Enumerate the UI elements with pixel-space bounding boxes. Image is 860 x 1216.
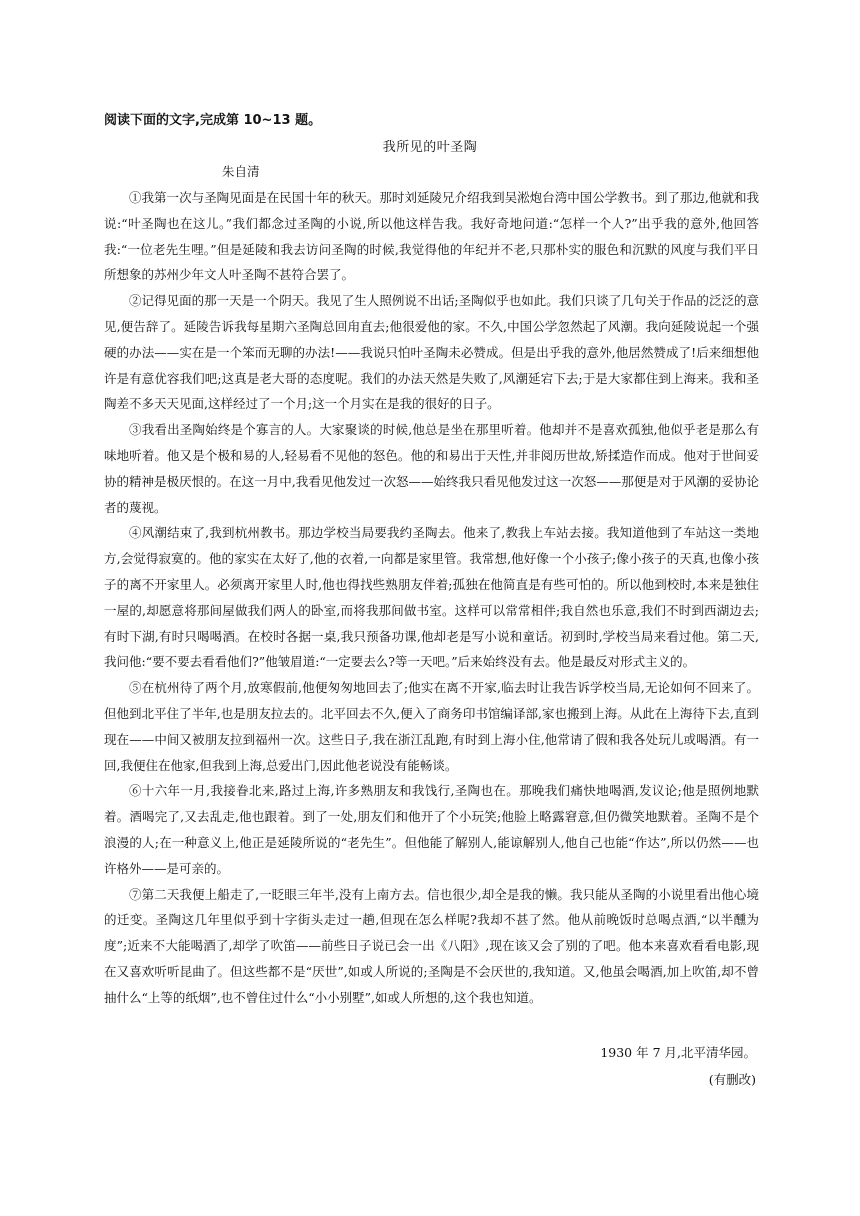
paragraph-1: ①我第一次与圣陶见面是在民国十年的秋天。那时刘延陵兄介绍我到吴淞炮台湾中国公学教书。到了那边,他就和我说:“叶圣陶也在这儿。”我们都念过圣陶的小说,所以他这样告我。我好奇地问道:“怎样一个人?”出乎我的意外,他回答我:“一位老先生哩。”但是延陵和我去访问圣陶的时候,我觉得他的年纪并不老,只那朴实的服色和沉默的风度与我们平日所想象的苏州少年文人叶圣陶不甚符合罢了。 — [104, 190, 759, 283]
article-body — [104, 185, 759, 1011]
paragraph-7: ⑦第二天我便上船走了,一眨眼三年半,没有上南方去。信也很少,却全是我的懒。我只能从圣陶的小说里看出他心境的迁变。圣陶这几年里似乎到十字街头走过一趟,但现在怎么样呢?我却不甚了然。他从前晚饭时总喝点酒,“以半醺为度”;近来不大能喝酒了,却学了吹笛——前些日子说已会一出《八阳》,现在该又会了别的了吧。他本来喜欢看看电影,现在又喜欢听听昆曲了。但这些都不是“厌世”,如或人所说的;圣陶是不会厌世的,我知道。又,他虽会喝酒,加上吹笛,却不曾抽什么“上等的纸烟”,也不曾住过什么“小小别墅”,如或人所想的,这个我也知道。 — [104, 886, 759, 1005]
article-title: 我所见的叶圣陶 — [382, 140, 478, 155]
article-dateline: 1930 年 7 月,北平清华园。 — [600, 1045, 756, 1060]
paragraph-6: ⑥十六年一月,我接眷北来,路过上海,许多熟朋友和我饯行,圣陶也在。那晚我们痛快地喝酒,发议论;他是照例地默着。酒喝完了,又去乱走,他也跟着。到了一处,朋友们和他开了个小玩笑;他脸上略露窘意,但仍微笑地默着。圣陶不是个浪漫的人;在一种意义上,他正是延陵所说的“老先生”。但他能了解别人,能谅解别人,他自己也能“作达”,所以仍然——也许格外——是可亲的。 — [104, 783, 759, 876]
edit-note: (有删改) — [708, 1072, 756, 1087]
article-author: 朱自清 — [222, 164, 260, 179]
paragraph-2: ②记得见面的那一天是一个阴天。我见了生人照例说不出话;圣陶似乎也如此。我们只谈了几句关于作品的泛泛的意见,便告辞了。延陵告诉我每星期六圣陶总回甪直去;他很爱他的家。不久,中国公学忽然起了风潮。我向延陵说起一个强硬的办法——实在是一个笨而无聊的办法!——我说只怕叶圣陶未必赞成。但是出乎我的意外,他居然赞成了!后来细想他许是有意优容我们吧;这真是老大哥的态度呢。我们的办法天然是失败了,风潮延宕下去;于是大家都住到上海来。我和圣陶差不多天天见面,这样经过了一个月;这一个月实在是我的很好的日子。 — [104, 293, 759, 412]
paragraph-5: ⑤在杭州待了两个月,放寒假前,他便匆匆地回去了;他实在离不开家,临去时让我告诉学校当局,无论如何不回来了。但他到北平住了半年,也是朋友拉去的。北平回去不久,便入了商务印书馆编译部,家也搬到上海。从此在上海待下去,直到现在——中间又被朋友拉到福州一次。这些日子,我在浙江乱跑,有时到上海小住,他常请了假和我各处玩儿或喝酒。有一回,我便住在他家,但我到上海,总爱出门,因此他老说没有能畅谈。 — [104, 680, 759, 773]
paragraph-4: ④风潮结束了,我到杭州教书。那边学校当局要我约圣陶去。他来了,教我上车站去接。我知道他到了车站这一类地方,会觉得寂寞的。他的家实在太好了,他的衣着,一向都是家里管。我常想,他好像一个小孩子;像小孩子的天真,也像小孩子的离不开家里人。必须离开家里人时,他也得找些熟朋友伴着;孤独在他简直是有些可怕的。所以他到校时,本来是独住一屋的,却愿意将那间屋做我们两人的卧室,而将我那间做书室。这样可以常常相伴;我自然也乐意,我们不时到西湖边去;有时下湖,有时只喝喝酒。在校时各据一桌,我只预备功课,他却老是写小说和童话。初到时,学校当局来看过他。第二天,我问他:“要不要去看看他们?”他皱眉道:“一定要去么?等一天吧。”后来始终没有去。他是最反对形式主义的。 — [104, 525, 759, 670]
paragraph-3: ③我看出圣陶始终是个寡言的人。大家聚谈的时候,他总是坐在那里听着。他却并不是喜欢孤独,他似乎老是那么有味地听着。他又是个极和易的人,轻易看不见他的怒色。他的和易出于天性,并非阅历世故,矫揉造作而成。他对于世间妥协的精神是极厌恨的。在这一月中,我看见他发过一次怒——始终我只看见他发过这一次怒——那便是对于风潮的妥协论者的蔑视。 — [104, 422, 759, 515]
question-instruction: 阅读下面的文字,完成第 10~13 题。 — [104, 113, 322, 128]
